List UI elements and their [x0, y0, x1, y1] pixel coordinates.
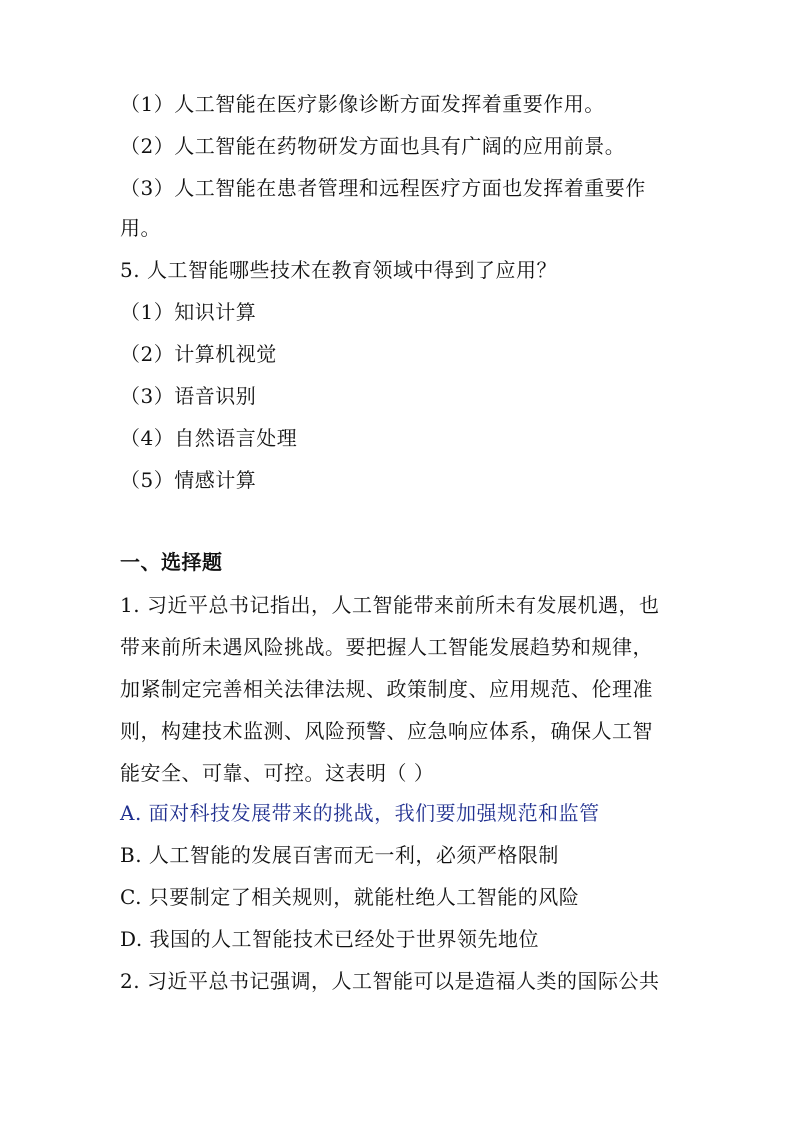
mc1-option-d: D. 我国的人工智能技术已经处于世界领先地位 [120, 927, 540, 951]
mc1-stem-line-2: 带来前所未遇风险挑战。要把握人工智能发展趋势和规律， [120, 635, 653, 659]
q5-answer-4: （4）自然语言处理 [120, 426, 298, 450]
mc1-option-a: A. 面对科技发展带来的挑战，我们要加强规范和监管 [120, 801, 600, 825]
mc2-stem-line-1: 2. 习近平总书记强调，人工智能可以是造福人类的国际公共 [120, 969, 660, 993]
q5-answer-2: （2）计算机视觉 [120, 342, 277, 366]
section-heading: 一、选择题 [120, 550, 223, 574]
mc1-stem-line-3: 加紧制定完善相关法律法规、政策制度、应用规范、伦理准 [120, 677, 653, 701]
question-5: 5. 人工智能哪些技术在教育领域中得到了应用？ [120, 258, 557, 282]
q5-answer-1: （1）知识计算 [120, 300, 257, 324]
medical-item-3-continuation: 用。 [120, 216, 161, 240]
mc1-option-b: B. 人工智能的发展百害而无一利，必须严格限制 [120, 843, 559, 867]
mc1-stem-line-4: 则，构建技术监测、风险预警、应急响应体系，确保人工智 [120, 719, 653, 743]
medical-item-2: （2）人工智能在药物研发方面也具有广阔的应用前景。 [120, 134, 626, 158]
medical-item-3: （3）人工智能在患者管理和远程医疗方面也发挥着重要作 [120, 176, 646, 200]
mc1-stem-line-5: 能安全、可靠、可控。这表明（ ） [120, 761, 435, 785]
mc1-option-c: C. 只要制定了相关规则，就能杜绝人工智能的风险 [120, 885, 580, 909]
mc1-stem-line-1: 1. 习近平总书记指出，人工智能带来前所未有发展机遇，也 [120, 593, 660, 617]
q5-answer-3: （3）语音识别 [120, 384, 257, 408]
medical-item-1: （1）人工智能在医疗影像诊断方面发挥着重要作用。 [120, 92, 605, 116]
q5-answer-5: （5）情感计算 [120, 468, 257, 492]
